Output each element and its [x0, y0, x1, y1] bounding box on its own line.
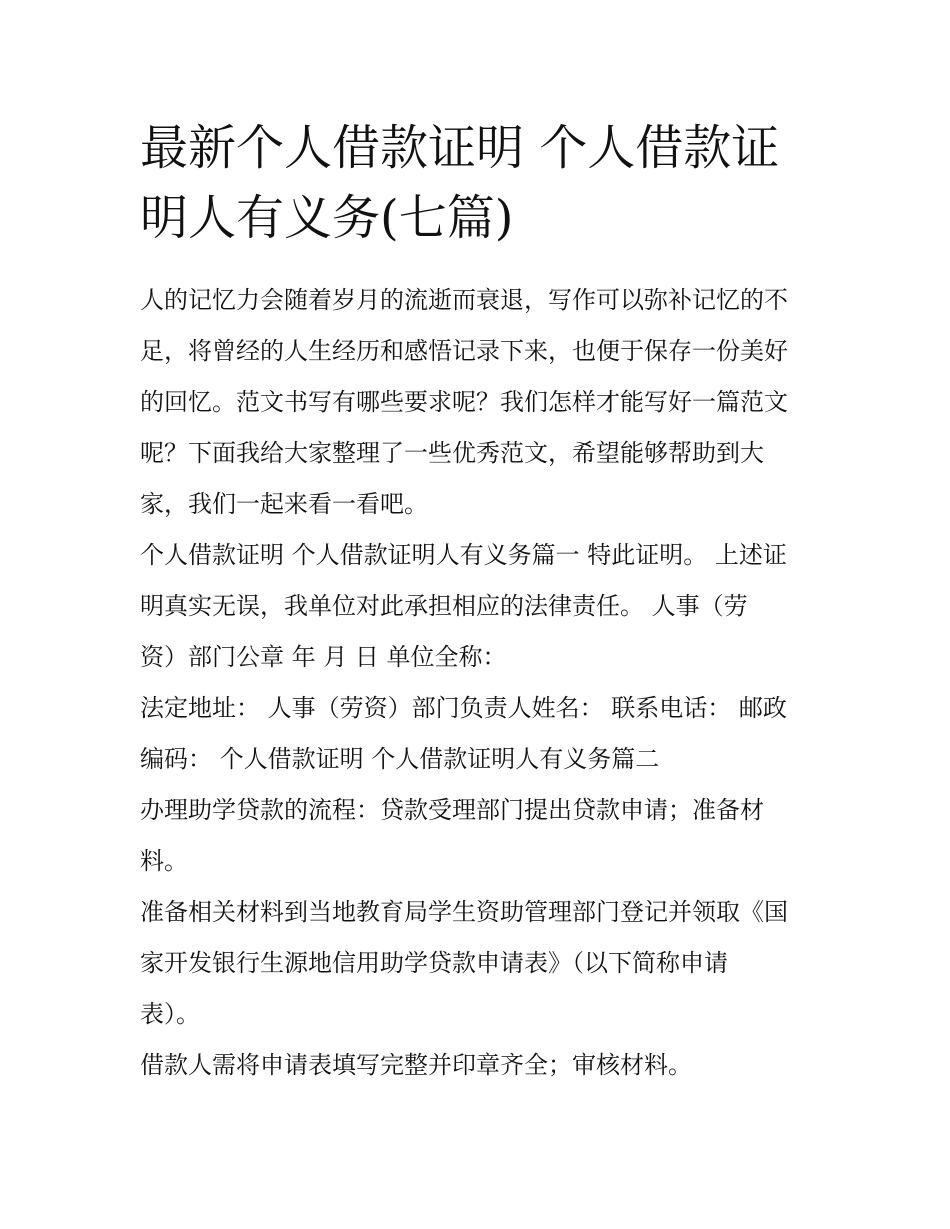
paragraph-line: 呢？下面我给大家整理了一些优秀范文，希望能够帮助到大 [140, 439, 764, 467]
paragraph-line: 家开发银行生源地信用助学贷款申请表》（以下简称申请 [140, 949, 728, 977]
paragraph-line: 明真实无误，我单位对此承担相应的法律责任。 人事（劳 [140, 592, 748, 620]
paragraph-line: 料。 [140, 847, 188, 875]
paragraph-line: 准备相关材料到当地教育局学生资助管理部门登记并领取《国 [140, 898, 788, 926]
paragraph-line: 编码： 个人借款证明 个人借款证明人有义务篇二 [140, 745, 660, 773]
paragraph-line: 法定地址： 人事（劳资）部门负责人姓名： 联系电话： 邮政 [140, 694, 787, 722]
paragraph-line: 个人借款证明 个人借款证明人有义务篇一 特此证明。 上述证 [140, 541, 787, 569]
paragraph-line: 足，将曾经的人生经历和感悟记录下来，也便于保存一份美好 [140, 337, 788, 365]
document-title [140, 113, 815, 253]
paragraph-line: 的回忆。范文书写有哪些要求呢？我们怎样才能写好一篇范文 [140, 388, 788, 416]
document-title-text: 最新个人借款证明 个人借款证明人有义务(七篇) [140, 120, 780, 246]
paragraph-line: 办理助学贷款的流程：贷款受理部门提出贷款申请；准备材 [140, 796, 764, 824]
paragraph-line: 人的记忆力会随着岁月的流逝而衰退，写作可以弥补记忆的不 [140, 286, 788, 314]
paragraph-line: 家，我们一起来看一看吧。 [140, 490, 428, 518]
paragraph-line: 借款人需将申请表填写完整并印章齐全；审核材料。 [140, 1051, 692, 1079]
paragraph-line: 资）部门公章 年 月 日 单位全称： [140, 643, 507, 671]
paragraph-line: 表）。 [140, 1000, 200, 1028]
